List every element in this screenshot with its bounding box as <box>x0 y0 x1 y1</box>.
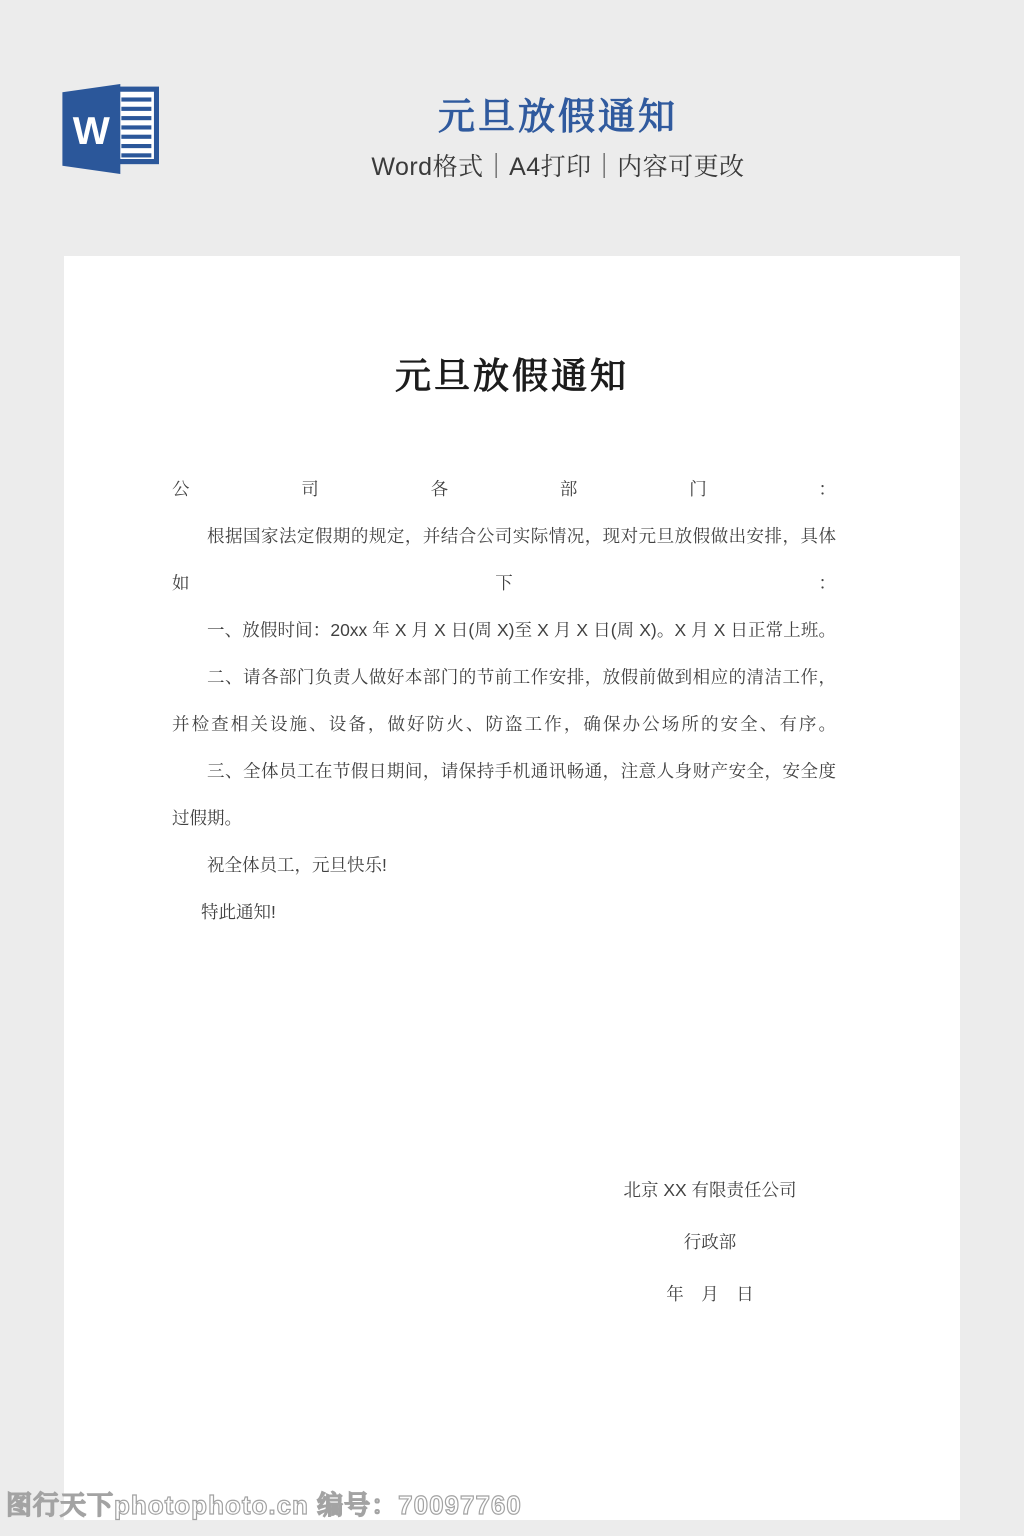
document-page <box>64 256 960 1520</box>
salutation-char: 门 <box>689 479 707 499</box>
body-line-item3a: 三、全体员工在节假日期间，请保持手机通讯畅通，注意人身财产安全，安全度 <box>207 761 836 781</box>
body-line-item2a: 二、请各部门负责人做好本部门的节前工作安排，放假前做到相应的清洁工作， <box>207 667 836 687</box>
asfollows-char: 下 <box>495 573 513 593</box>
body-line-asfollows <box>172 560 836 607</box>
salutation-char: 公 <box>172 479 190 499</box>
document-body <box>172 466 836 936</box>
body-line-notice: 特此通知! <box>201 902 276 922</box>
header-text <box>348 94 768 184</box>
body-line-salutation <box>172 466 836 513</box>
body-line-item1: 一、放假时间：20xx 年 X 月 X 日(周 X)至 X 月 X 日(周 X)。X 月 X 日正常上班。 <box>207 620 836 640</box>
salutation-char: 司 <box>301 479 319 499</box>
header-title: 元旦放假通知 <box>438 96 678 137</box>
header-subtitle: Word格式｜A4打印｜内容可更改 <box>371 153 745 181</box>
signature-block <box>580 1164 840 1320</box>
salutation-char: 部 <box>559 479 578 499</box>
word-icon <box>62 84 159 174</box>
asfollows-char: 如 <box>172 573 190 593</box>
body-line-item3b: 过假期。 <box>172 808 242 828</box>
signature-department: 行政部 <box>683 1232 737 1252</box>
site-watermark: 图行天下photophoto.cn 编号：70097760 <box>6 1490 522 1520</box>
asfollows-char: ： <box>818 573 836 593</box>
body-line-item2b: 并检查相关设施、设备，做好防火、防盗工作，确保办公场所的安全、有序。 <box>172 714 836 734</box>
salutation-char: ： <box>818 479 836 499</box>
salutation-char: 各 <box>430 479 449 499</box>
signature-date: 年 月 日 <box>666 1284 754 1304</box>
body-line-intro: 根据国家法定假期的规定，并结合公司实际情况，现对元旦放假做出安排，具体 <box>207 526 836 546</box>
word-icon-letter: W <box>72 109 110 153</box>
body-line-wishes: 祝全体员工，元旦快乐! <box>207 855 387 875</box>
document-title: 元旦放假通知 <box>394 356 629 396</box>
signature-company: 北京 XX 有限责任公司 <box>623 1180 797 1200</box>
